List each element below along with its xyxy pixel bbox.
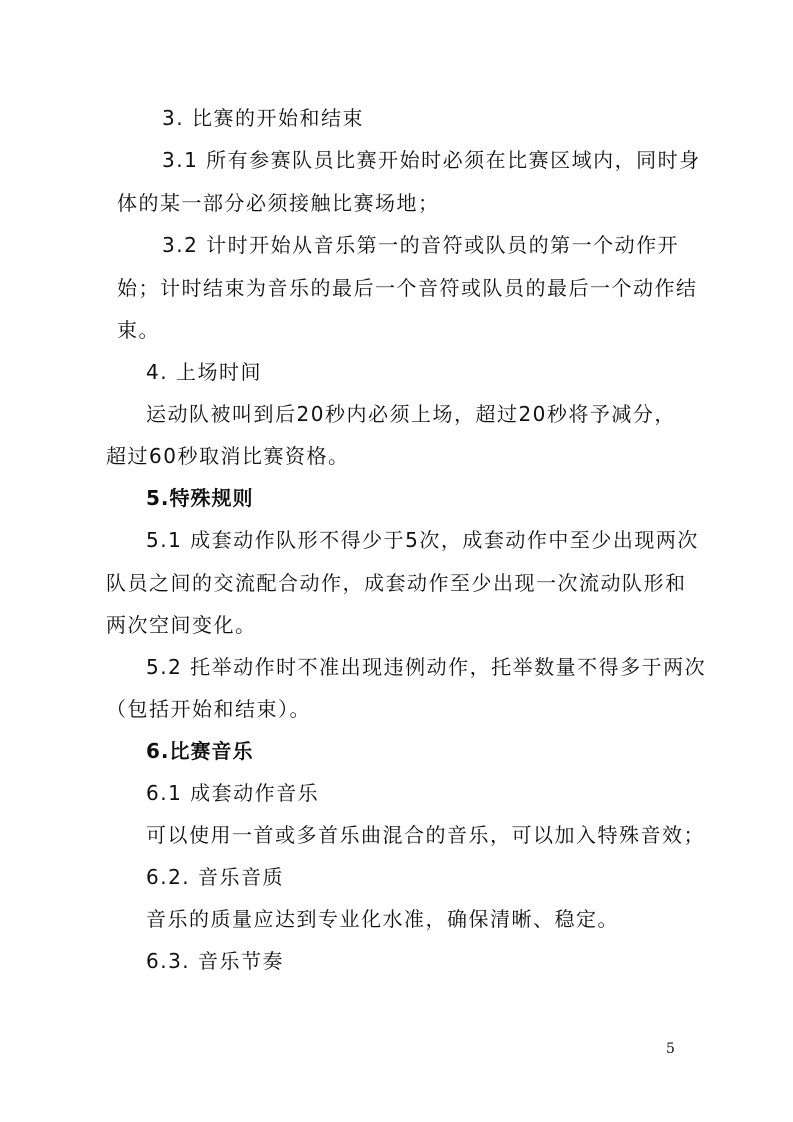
paragraph-5-2-line-1: 5.2 托举动作时不准出现违例动作，托举数量不得多于两次	[146, 655, 707, 679]
paragraph-5-2-line-2: （包括开始和结束）。	[106, 697, 311, 721]
section-heading-5: 5.特殊规则	[146, 486, 254, 510]
paragraph-4-line-1: 运动队被叫到后20秒内必须上场，超过20秒将予减分，	[146, 402, 676, 426]
page-number: 5	[666, 1041, 675, 1057]
paragraph-3-1-line-2: 体的某一部分必须接触比赛场地；	[117, 191, 440, 215]
section-heading-3: 3. 比赛的开始和结束	[162, 106, 364, 130]
paragraph-5-1-line-3: 两次空间变化。	[106, 613, 257, 637]
section-heading-4: 4. 上场时间	[146, 360, 262, 384]
section-heading-6: 6.比赛音乐	[146, 739, 254, 763]
paragraph-3-1-line-1: 3.1 所有参赛队员比赛开始时必须在比赛区域内，同时身	[162, 148, 701, 172]
paragraph-6-1: 可以使用一首或多首乐曲混合的音乐，可以加入特殊音效；	[146, 823, 705, 847]
subsection-6-1: 6.1 成套动作音乐	[146, 781, 320, 805]
paragraph-3-2-line-1: 3.2 计时开始从音乐第一的音符或队员的第一个动作开	[162, 233, 680, 257]
subsection-6-3: 6.3. 音乐节奏	[146, 949, 285, 973]
paragraph-3-2-line-3: 束。	[117, 318, 160, 342]
subsection-6-2: 6.2. 音乐音质	[146, 865, 285, 889]
paragraph-5-1-line-2: 队员之间的交流配合动作，成套动作至少出现一次流动队形和	[106, 571, 687, 595]
paragraph-6-2: 音乐的质量应达到专业化水准，确保清晰、稳定。	[146, 907, 619, 931]
paragraph-4-line-2: 超过60秒取消比赛资格。	[106, 444, 350, 468]
paragraph-3-2-line-2: 始；计时结束为音乐的最后一个音符或队员的最后一个动作结	[117, 276, 698, 300]
paragraph-5-1-line-1: 5.1 成套动作队形不得少于5次，成套动作中至少出现两次	[146, 528, 699, 552]
